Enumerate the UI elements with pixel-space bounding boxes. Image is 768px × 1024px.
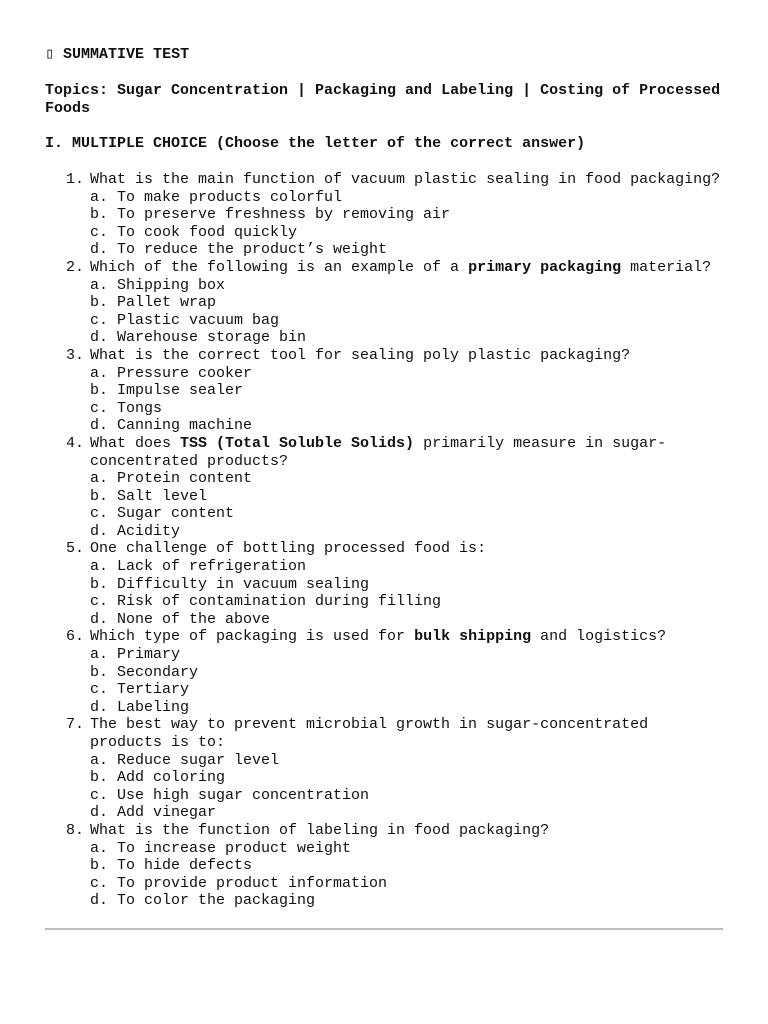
question-text (90, 171, 725, 189)
answer-option: c. Risk of contamination during filling (90, 593, 442, 611)
answer-option: a. Shipping box (90, 276, 226, 294)
answer-option: b. To preserve freshness by removing air (90, 206, 451, 224)
question-item (45, 347, 725, 435)
answer-option: a. Protein content (90, 470, 253, 488)
question-item (45, 716, 725, 822)
question-text (90, 822, 725, 840)
answer-options (90, 752, 725, 822)
question-text-part: What is the correct tool for sealing poly plastic packaging? (90, 346, 631, 364)
answer-options (90, 277, 725, 347)
question-item (45, 171, 725, 259)
question-text-part: primarily measure in sugar-concentrated products? (90, 434, 667, 470)
answer-option: c. Plastic vacuum bag (90, 311, 280, 329)
question-text (90, 435, 725, 470)
question-text (90, 259, 725, 277)
question-text (90, 540, 725, 558)
question-text (90, 716, 725, 751)
question-emphasis: primary packaging (468, 258, 622, 276)
question-number: 4. (66, 434, 85, 452)
question-item (45, 435, 725, 541)
answer-option: d. Canning machine (90, 417, 253, 435)
answer-option: c. Use high sugar concentration (90, 786, 370, 804)
question-text (90, 347, 725, 365)
question-text-part: Which type of packaging is used for (90, 628, 415, 646)
question-text-part: and logistics? (531, 628, 667, 646)
question-item (45, 822, 725, 910)
question-text-part: One challenge of bottling processed food is: (90, 540, 487, 558)
answer-option: d. Acidity (90, 522, 181, 540)
answer-option: c. Tongs (90, 399, 163, 417)
question-text-part: What is the function of labeling in food packaging? (90, 821, 550, 839)
horizontal-divider (45, 928, 723, 930)
answer-option: d. Labeling (90, 698, 190, 716)
answer-option: b. Salt level (90, 487, 208, 505)
answer-option: b. Pallet wrap (90, 294, 217, 312)
answer-option: b. Difficulty in vacuum sealing (90, 575, 370, 593)
answer-option: b. Impulse sealer (90, 382, 244, 400)
answer-option: b. Secondary (90, 663, 199, 681)
question-number: 7. (66, 716, 85, 734)
question-text-part: The best way to prevent microbial growth in sugar-concentrated products is to: (90, 716, 649, 751)
question-number: 8. (66, 821, 85, 839)
question-number: 5. (66, 540, 85, 558)
answer-option: a. Reduce sugar level (90, 751, 280, 769)
answer-options (90, 840, 725, 910)
question-number: 2. (66, 258, 85, 276)
question-text-part: What is the main function of vacuum plastic sealing in food packaging? (90, 171, 721, 188)
answer-option: a. To make products colorful (90, 188, 343, 206)
answer-option: c. Tertiary (90, 681, 190, 699)
answer-option: b. Add coloring (90, 769, 226, 787)
answer-option: d. To color the packaging (90, 892, 316, 910)
answer-option: d. Warehouse storage bin (90, 329, 307, 347)
answer-option: a. To increase product weight (90, 839, 352, 857)
answer-option: c. To cook food quickly (90, 223, 298, 241)
answer-option: d. None of the above (90, 610, 271, 628)
answer-option: d. To reduce the product’s weight (90, 241, 388, 259)
title-glyph-icon: ▯ (45, 46, 55, 63)
question-text (90, 628, 725, 646)
question-item (45, 259, 725, 347)
answer-options (90, 558, 725, 628)
test-title-text: SUMMATIVE TEST (63, 46, 190, 63)
answer-options (90, 365, 725, 435)
answer-option: c. Sugar content (90, 505, 235, 523)
topics-line: Topics: Sugar Concentration | Packaging and Labeling | Costing of Processed Foods (45, 82, 721, 117)
answer-option: a. Pressure cooker (90, 364, 253, 382)
question-text-part: Which of the following is an example of a (90, 258, 469, 276)
question-item (45, 628, 725, 716)
answer-option: d. Add vinegar (90, 804, 217, 822)
answer-options (90, 646, 725, 716)
answer-options (90, 470, 725, 540)
question-number: 6. (66, 628, 85, 646)
question-text-part: material? (621, 258, 712, 276)
question-text-part: What does (90, 434, 181, 452)
question-emphasis: bulk shipping (414, 628, 532, 646)
question-list (45, 171, 725, 910)
answer-option: b. To hide defects (90, 857, 253, 875)
question-number: 3. (66, 346, 85, 364)
question-number: 1. (66, 171, 85, 188)
answer-options (90, 189, 725, 259)
section-heading: I. MULTIPLE CHOICE (Choose the letter of the correct answer) (45, 135, 586, 152)
test-title (45, 46, 189, 64)
answer-option: a. Lack of refrigeration (90, 558, 307, 576)
answer-option: c. To provide product information (90, 874, 388, 892)
answer-option: a. Primary (90, 646, 181, 664)
question-item (45, 540, 725, 628)
question-emphasis: TSS (Total Soluble Solids) (180, 434, 415, 452)
